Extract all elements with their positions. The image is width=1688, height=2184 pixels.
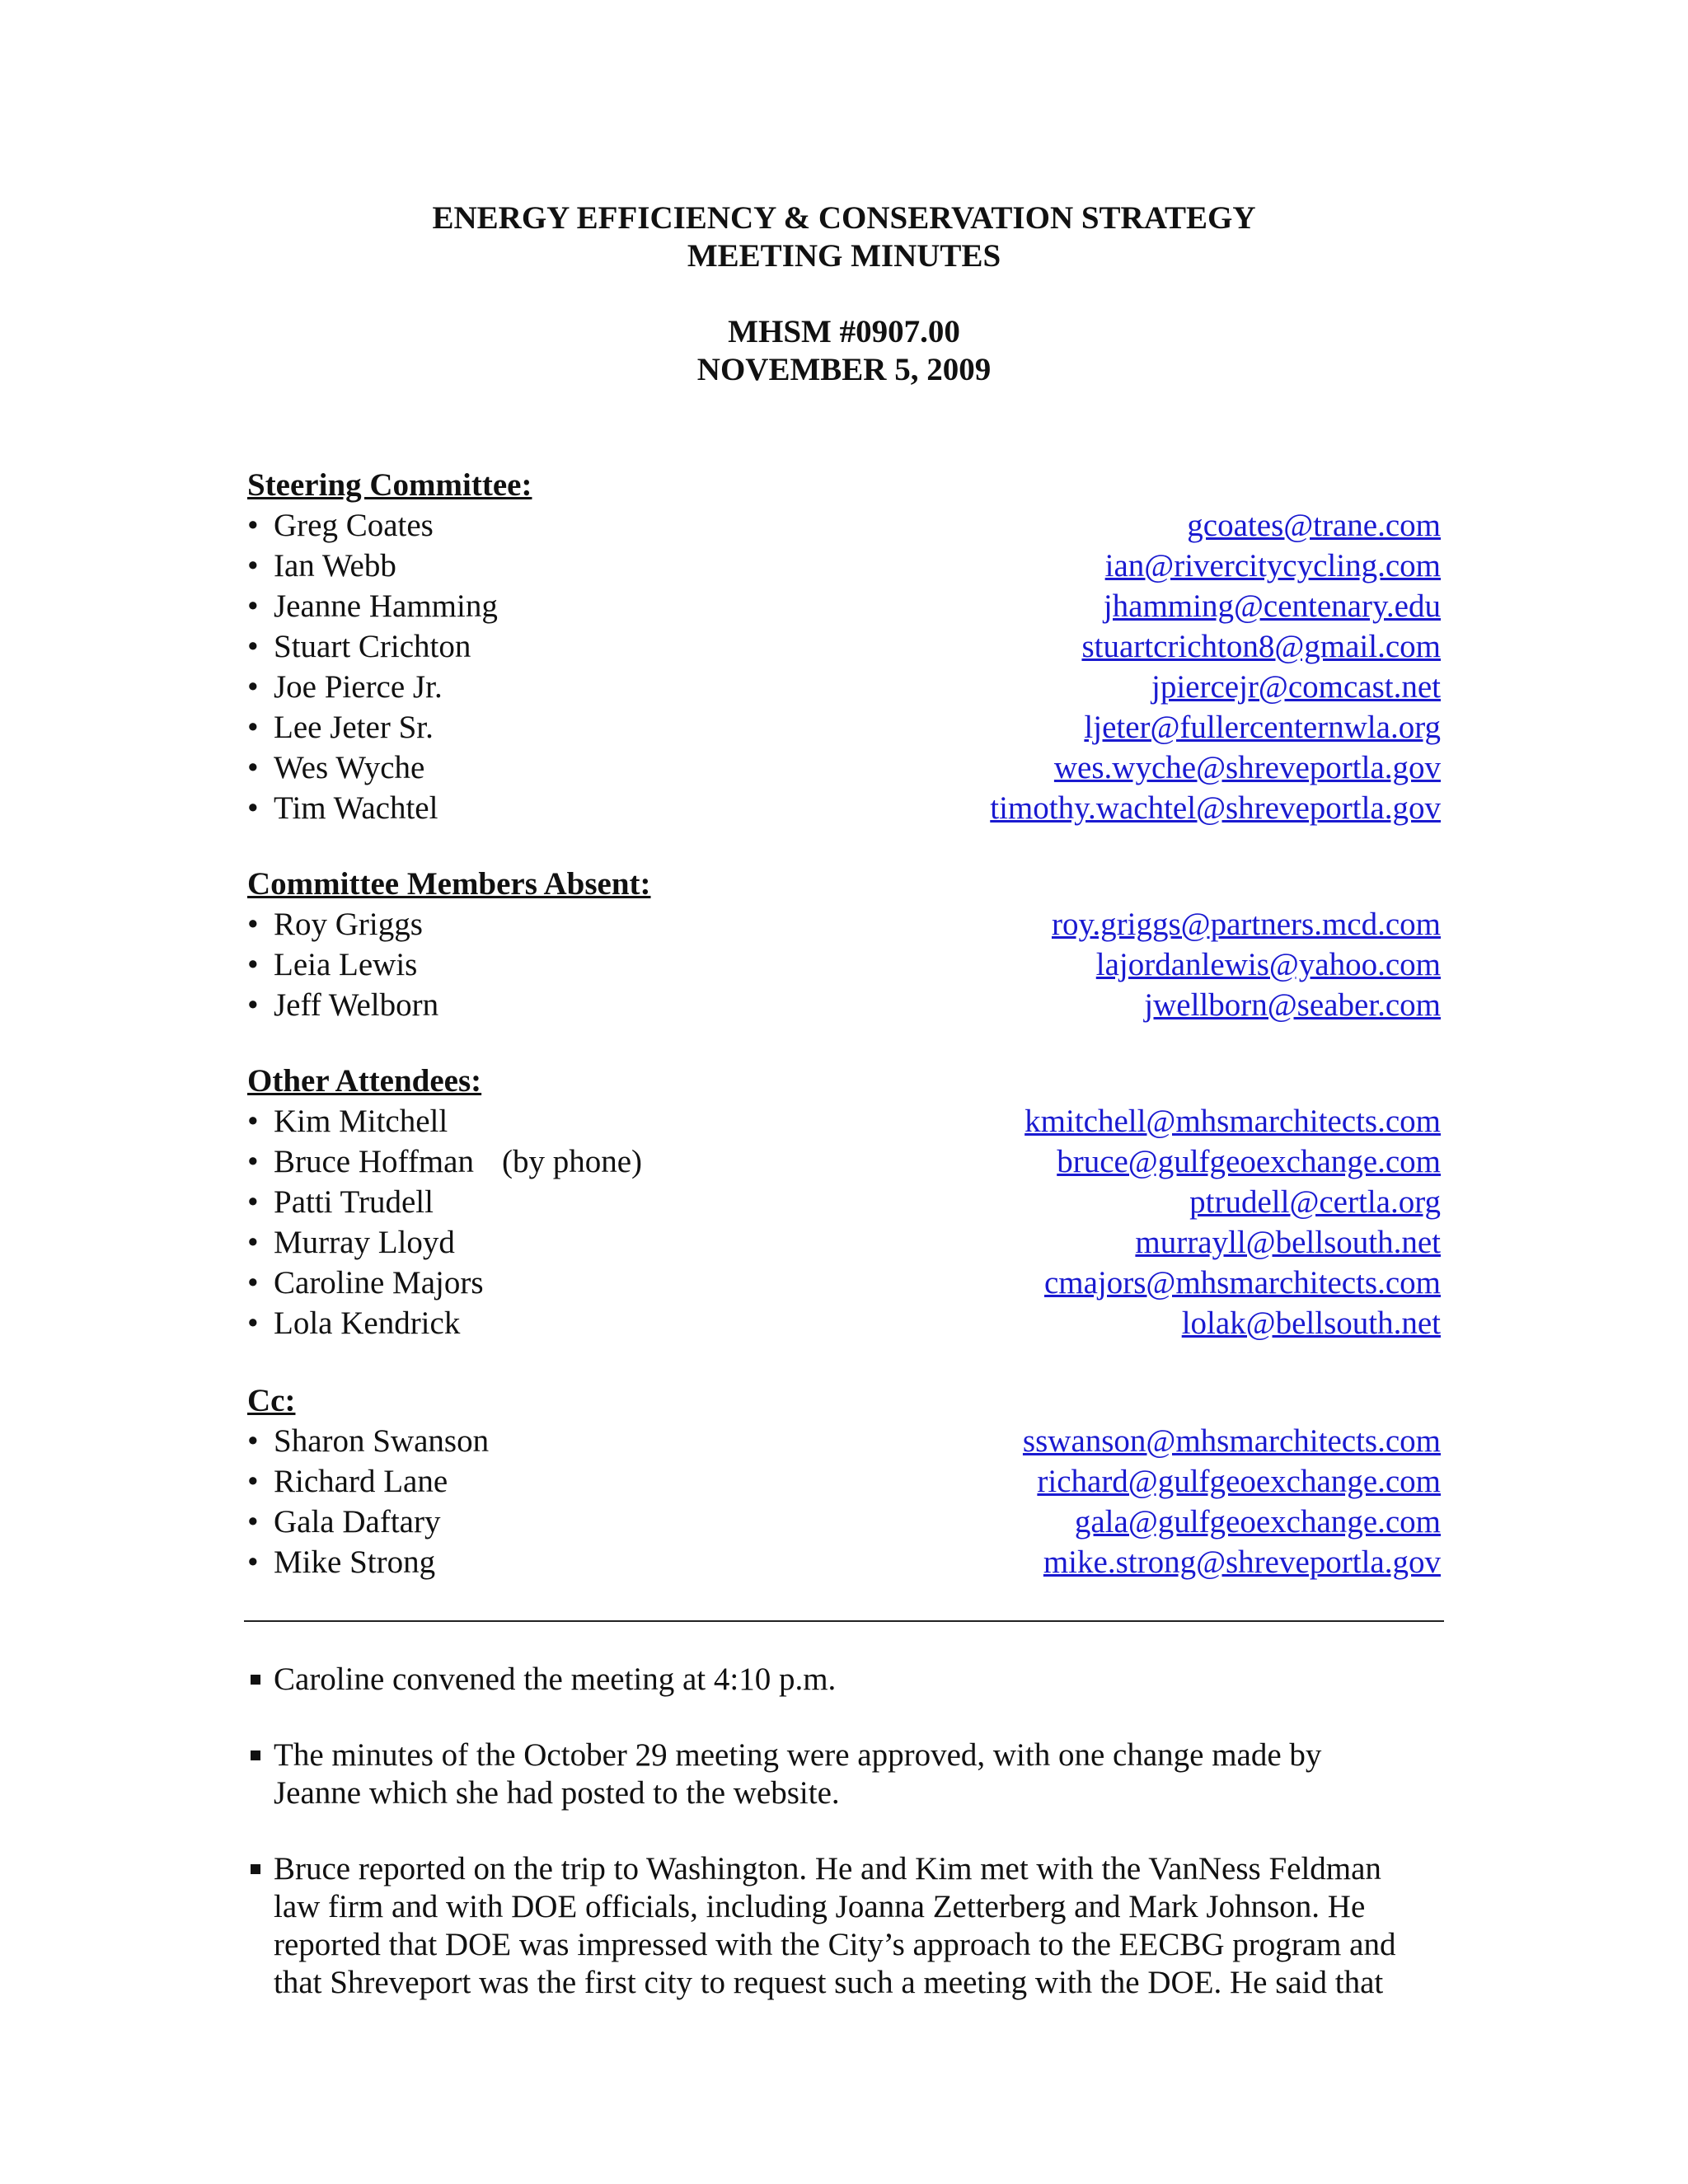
bullet-icon: • [247,907,259,942]
steering-committee-heading: Steering Committee: [247,467,532,503]
bullet-icon: • [247,588,259,624]
member-row [247,1263,1441,1303]
member-name: Gala Daftary [274,1504,441,1540]
cc-list [247,1421,1441,1582]
member-name-wrap [274,626,471,667]
project-number: MHSM #0907.00 [728,314,960,349]
member-row [247,1421,1441,1461]
bullet-icon: • [247,987,259,1023]
steering-committee-section [247,465,1441,828]
member-row [247,985,1441,1025]
minutes-notes [247,1661,1441,2002]
bullet-icon: • [247,1423,259,1459]
member-email-link[interactable]: ptrudell@certla.org [1189,1184,1441,1220]
member-row [247,505,1441,546]
member-row [247,1141,1441,1182]
member-row [247,586,1441,626]
bullet-icon: • [247,1464,259,1499]
bullet-icon: • [247,710,259,745]
member-name: Lee Jeter Sr. [274,710,434,745]
member-row [247,1222,1441,1263]
minutes-item [247,1736,1441,1812]
bullet-icon: • [247,669,259,705]
member-name: Murray Lloyd [274,1225,455,1260]
member-row [247,904,1441,944]
member-name-wrap [274,1542,435,1582]
member-row [247,788,1441,828]
minutes-item-line: Caroline convened the meeting at 4:10 p.m. [274,1661,837,1697]
minutes-item [247,1850,1441,2002]
member-name-wrap [274,1461,448,1502]
member-name: Patti Trudell [274,1184,434,1220]
member-row [247,748,1441,788]
member-name: Lola Kendrick [274,1305,461,1341]
member-email-link[interactable]: cmajors@mhsmarchitects.com [1043,1265,1441,1301]
member-name-wrap [274,1502,440,1542]
bullet-icon: • [247,1104,259,1139]
member-name-wrap [274,1421,489,1461]
bullet-icon: • [247,629,259,664]
member-email-link[interactable]: sswanson@mhsmarchitects.com [1022,1423,1441,1459]
member-name: Jeff Welborn [274,987,439,1023]
member-name-wrap [274,1101,448,1141]
member-row [247,707,1441,748]
member-email-link[interactable]: jhamming@centenary.edu [1103,588,1441,624]
member-name-wrap [274,1182,434,1222]
member-name-wrap [274,788,438,828]
member-row [247,1461,1441,1502]
cc-section [247,1380,1441,1582]
minutes-item-line: reported that DOE was impressed with the City’s approach to the EECBG program and [274,1927,1396,1962]
member-row [247,944,1441,985]
member-row [247,1182,1441,1222]
absent-members-section [247,864,1441,1025]
minutes-item-line: The minutes of the October 29 meeting were approved, with one change made by [274,1737,1322,1773]
member-name-wrap [274,1303,460,1343]
minutes-item-line: that Shreveport was the first city to request such a meeting with the DOE. He said that [274,1965,1384,2000]
member-name: Wes Wyche [274,750,425,785]
absent-members-list [247,904,1441,1025]
member-email-link[interactable]: roy.griggs@partners.mcd.com [1051,907,1441,942]
member-email-link[interactable]: gala@gulfgeoexchange.com [1074,1504,1441,1540]
document-subtitle: MEETING MINUTES [687,238,1001,274]
bullet-icon: • [247,1265,259,1301]
member-name-wrap [274,1141,642,1182]
member-email-link[interactable]: lajordanlewis@yahoo.com [1095,947,1441,982]
member-email-link[interactable]: stuartcrichton8@gmail.com [1081,629,1441,664]
member-email-link[interactable]: timothy.wachtel@shreveportla.gov [990,790,1441,826]
member-name: Greg Coates [274,508,434,543]
member-name: Ian Webb [274,548,396,583]
member-name: Richard Lane [274,1464,448,1499]
square-bullet-icon [251,1750,260,1760]
absent-members-heading: Committee Members Absent: [247,866,651,902]
member-name: Mike Strong [274,1544,436,1580]
steering-committee-list [247,505,1441,828]
member-name-wrap [274,505,434,546]
member-email-link[interactable]: kmitchell@mhsmarchitects.com [1025,1104,1441,1139]
member-email-link[interactable]: jpiercejr@comcast.net [1151,669,1441,705]
member-name-wrap [274,944,417,985]
bullet-icon: • [247,1225,259,1260]
member-name: Kim Mitchell [274,1104,448,1139]
member-name: Sharon Swanson [274,1423,490,1459]
member-email-link[interactable]: ljeter@fullercenternwla.org [1084,710,1441,745]
meeting-info [0,313,1688,389]
member-email-link[interactable]: mike.strong@shreveportla.gov [1043,1544,1441,1580]
member-name-wrap [274,707,434,748]
minutes-item-line: law firm and with DOE officials, including Joanna Zetterberg and Mark Johnson. He [274,1889,1366,1924]
member-name: Roy Griggs [274,907,423,942]
member-name: Stuart Crichton [274,629,471,664]
other-attendees-list [247,1101,1441,1343]
bullet-icon: • [247,508,259,543]
member-email-link[interactable]: lolak@bellsouth.net [1181,1305,1441,1341]
member-name-wrap [274,1222,455,1263]
member-row [247,1101,1441,1141]
bullet-icon: • [247,790,259,826]
bullet-icon: • [247,1544,259,1580]
member-email-link[interactable]: richard@gulfgeoexchange.com [1037,1464,1441,1499]
document-header [0,199,1688,275]
bullet-icon: • [247,548,259,583]
cc-heading: Cc: [247,1383,296,1418]
member-name-wrap [274,985,438,1025]
member-email-link[interactable]: wes.wyche@shreveportla.gov [1053,750,1441,785]
minutes-item [247,1661,1441,1699]
member-name-wrap [274,1263,484,1303]
bullet-icon: • [247,1144,259,1179]
other-attendees-section [247,1061,1441,1343]
member-name: Joe Pierce Jr. [274,669,443,705]
member-row [247,1303,1441,1343]
member-name: Bruce Hoffman [274,1144,474,1179]
minutes-item-line: Bruce reported on the trip to Washington. He and Kim met with the VanNess Feldman [274,1851,1381,1886]
member-name: Leia Lewis [274,947,418,982]
bullet-icon: • [247,750,259,785]
meeting-date: NOVEMBER 5, 2009 [696,352,992,387]
document-title: ENERGY EFFICIENCY & CONSERVATION STRATEGY [432,200,1256,236]
member-row [247,546,1441,586]
member-note: (by phone) [501,1144,642,1179]
member-email-link[interactable]: ian@rivercitycycling.com [1104,548,1441,583]
bullet-icon: • [247,947,259,982]
member-name: Jeanne Hamming [274,588,498,624]
square-bullet-icon [251,1675,260,1685]
member-name-wrap [274,586,498,626]
member-name: Caroline Majors [274,1265,484,1301]
member-email-link[interactable]: bruce@gulfgeoexchange.com [1057,1144,1441,1179]
member-name-wrap [274,546,396,586]
member-name: Tim Wachtel [274,790,438,826]
member-name-wrap [274,904,423,944]
member-email-link[interactable]: gcoates@trane.com [1187,508,1441,543]
bullet-icon: • [247,1184,259,1220]
bullet-icon: • [247,1504,259,1540]
member-email-link[interactable]: murrayll@bellsouth.net [1135,1225,1441,1260]
member-row [247,626,1441,667]
bullet-icon: • [247,1305,259,1341]
minutes-item-line: Jeanne which she had posted to the website. [274,1775,840,1811]
square-bullet-icon [251,1864,260,1874]
member-name-wrap [274,667,443,707]
member-row [247,1542,1441,1582]
member-row [247,1502,1441,1542]
other-attendees-heading: Other Attendees: [247,1063,482,1099]
member-row [247,667,1441,707]
member-name-wrap [274,748,424,788]
member-email-link[interactable]: jwellborn@seaber.com [1144,987,1441,1023]
section-divider [244,1620,1444,1622]
